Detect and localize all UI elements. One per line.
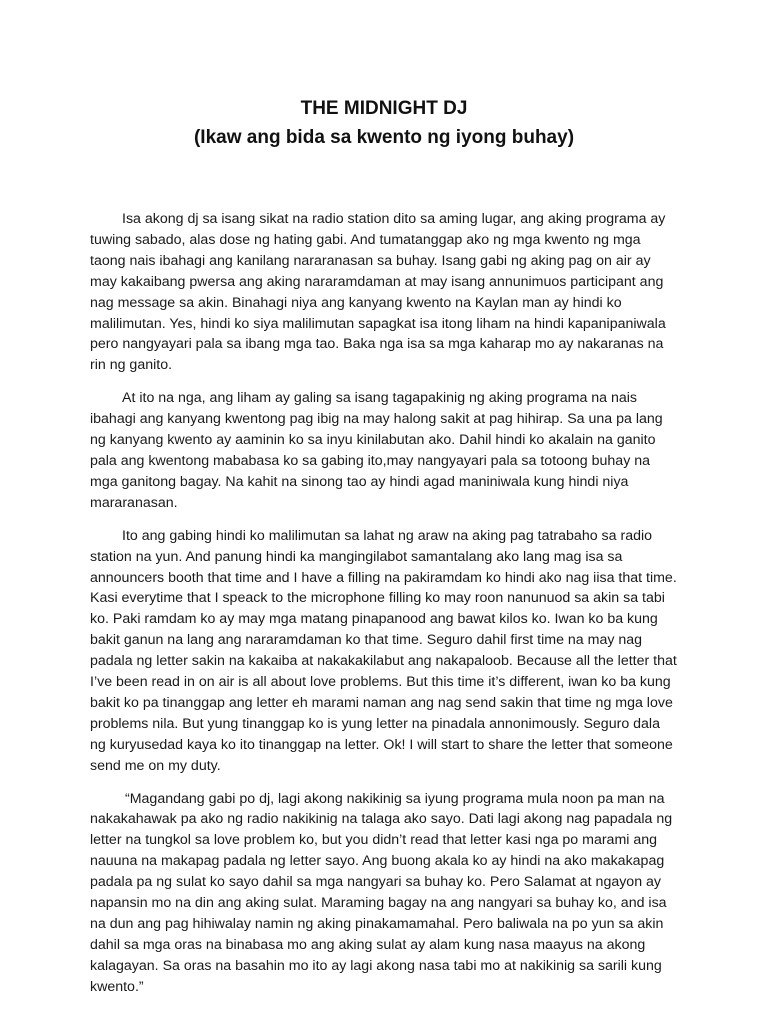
paragraph-4-letter-quote: “Magandang gabi po dj, lagi akong nakikinig sa iyung programa mula noon pa man na nakakahawak pa ako ng radio nakikinig na talaga ako sayo. Dati lagi akong nag papadala ng letter na tungkol sa love problem ko, but you didn’t read that letter kasi nga po marami ang nauuna na makapag padala ng letter sayo. Ang buong akala ko ay hindi na ako makakapag padala pa ng sulat ko sayo dahil sa mga nangyari sa buhay ko. Pero Salamat at ngayon ay napansin mo na din ang aking sulat. Maraming bagay na ang nangyari sa buhay ko, and isa na dun ang pag hihiwalay namin ng aking pinakamamahal. Pero baliwala na po yun sa akin dahil sa mga oras na binabasa mo ang aking sulat ay alam kung nasa maayus na akong kalagayan. Sa oras na basahin mo ito ay lagi akong nasa tabi mo at nakikinig sa sarili kung kwento.” — [90, 790, 673, 995]
paragraph-2: At ito na nga, ang liham ay galing sa isang tagapakinig ng aking programa na nais ibahagi ang kanyang kwentong pag ibig na may halong sakit at pag hihirap. Sa una pa lang ng kanyang kwento ay aaminin ko sa inyu kinilabutan ako. Dahil hindi ko akalain na ganito pala ang kwentong mababasa ko sa gabing ito,may nangyayari pala sa totoong buhay na mga ganitong bagay. Na kahit na sinong tao ay hindi agad maniniwala kung hindi niya mararanasan. — [90, 390, 663, 511]
paragraph-3: Ito ang gabing hindi ko malilimutan sa lahat ng araw na aking pag tatrabaho sa radio station na yun. And panung hindi ka mangingilabot samantalang ako lang mag isa sa announcers booth that time and I have a filling na pakiramdam ko hindi ako nag iisa that time. Kasi everytime that I speack to the microphone filling ko may roon nanunuod sa akin sa tabi ko. Paki ramdam ko ay may mga matang pinapanood ang bawat kilos ko. Iwan ko ba kung bakit ganun na lang ang nararamdaman ko that time. Seguro dahil first time na may nag padala ng letter sakin na kakaiba at nakakakilabut ang nakapaloob. Because all the letter that I’ve been read in on air is all about love problems. But this time it’s different, iwan ko ba kung bakit ko pa tinanggap ang letter eh marami naman ang nag send sakin that time ng mga love problems nila. But yung tinanggap ko is yung letter na pinadala annonimously. Seguro dala ng kuryusedad kaya ko ito tinanggap na letter. Ok! I will start to share the letter that someone send me on my duty. — [90, 527, 677, 774]
document-subtitle: (Ikaw ang bida sa kwento ng iyong buhay) — [193, 127, 575, 148]
title-block — [90, 94, 678, 152]
paragraph-1: Isa akong dj sa isang sikat na radio station dito sa aming lugar, ang aking programa ay tuwing sabado, alas dose ng hating gabi. And tumatanggap ako ng mga kwento ng mga taong nais ibahagi ang kanilang nararanasan sa buhay. Isang gabi ng aking pag on air ay may kakaibang pwersa ang aking nararamdaman at may isang annunimuos participant ang nag message sa akin. Binahagi niya ang kanyang kwento na Kaylan man ay hindi ko malilimutan. Yes, hindi ko siya malilimutan sapagkat isa itong liham na hindi kapanipaniwala pero nangyayari pala sa ibang mga tao. Baka nga isa sa mga kaharap mo ay nakaranas na rin ng ganito. — [90, 211, 666, 374]
document-body — [90, 209, 678, 1010]
document-title: THE MIDNIGHT DJ — [300, 98, 468, 119]
